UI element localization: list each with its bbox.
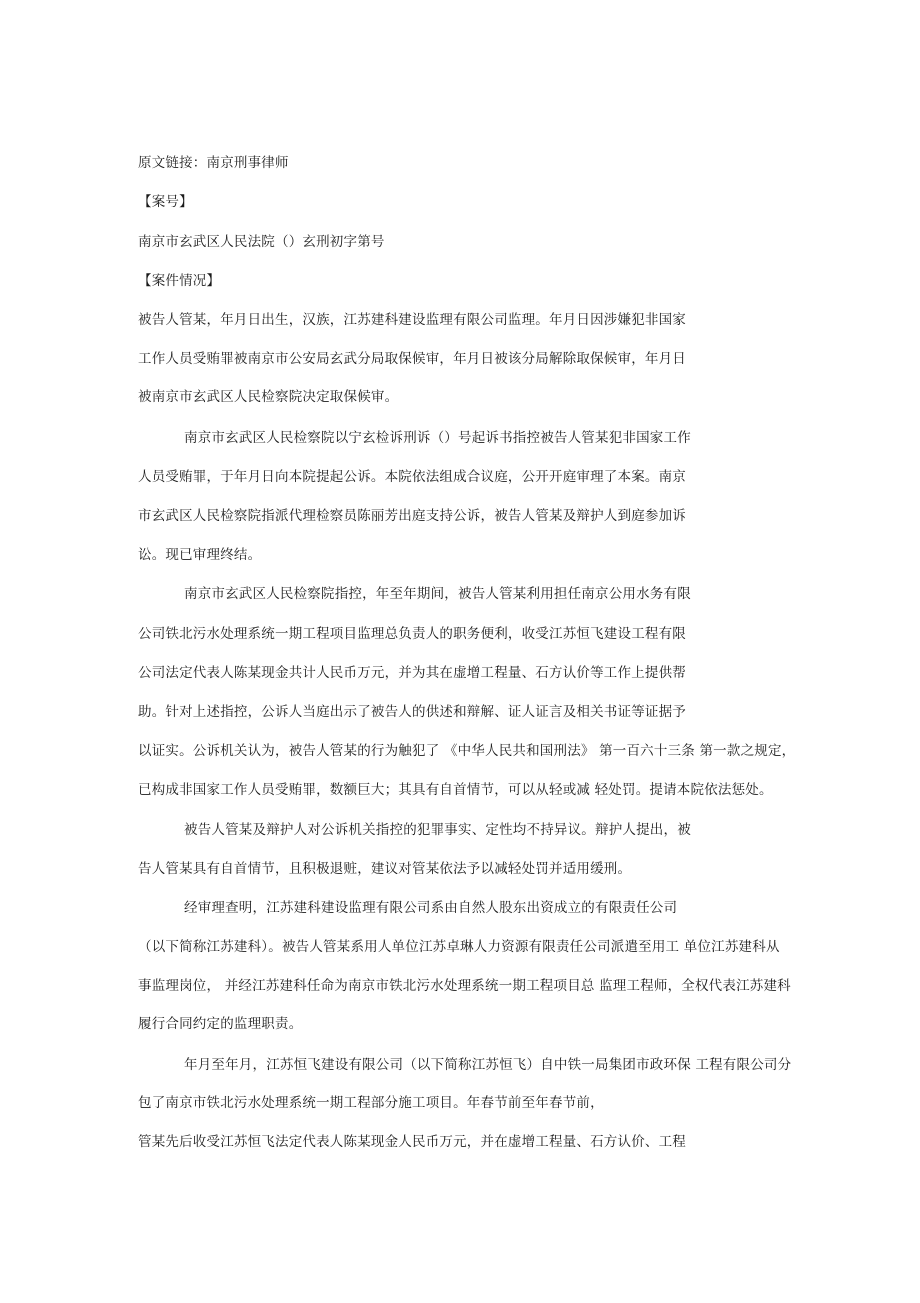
text-line: 事监理岗位， 并经江苏建科任命为南京市铁北污水处理系统一期工程项目总 监理工程师，全权代表江苏建科 bbox=[138, 978, 791, 994]
text-line: 年月至年月，江苏恒飞建设有限公司（以下简称江苏恒飞）自中铁一局集团市政环保 工程有限公司分 bbox=[184, 1057, 792, 1073]
text-line: 助。针对上述指控，公诉人当庭出示了被告人的供述和辩解、证人证言及相关书证等证据予 bbox=[138, 704, 686, 720]
text-line: 履行合同约定的监理职责。 bbox=[138, 1016, 303, 1032]
text-line: 公司法定代表人陈某现金共计人民币万元，并为其在虚增工程量、石方认价等工作上提供帮 bbox=[138, 665, 686, 681]
text-line: 人员受贿罪，于年月日向本院提起公诉。本院依法组成合议庭，公开开庭审理了本案。南京 bbox=[138, 469, 686, 485]
text-line: 工作人员受贿罪被南京市公安局玄武分局取保候审，年月日被该分局解除取保候审，年月日 bbox=[138, 351, 686, 367]
case-facts-heading: 【案件情况】 bbox=[138, 273, 221, 289]
text-line: （以下简称江苏建科）。被告人管某系用人单位江苏卓琳人力资源有限责任公司派遣至用工 单位江苏建科从 bbox=[138, 939, 780, 955]
source-link-line: 原文链接：南京刑事律师 bbox=[138, 155, 289, 171]
text-line: 经审理查明，江苏建科建设监理有限公司系由自然人股东出资成立的有限责任公司 bbox=[184, 900, 678, 916]
text-line: 公司铁北污水处理系统一期工程项目监理总负责人的职务便利，收受江苏恒飞建设工程有限 bbox=[138, 626, 686, 642]
text-line: 包了南京市铁北污水处理系统一期工程部分施工项目。年春节前至年春节前， bbox=[138, 1095, 604, 1111]
text-line: 以证实。公诉机关认为，被告人管某的行为触犯了 《中华人民共和国刑法》 第一百六十三条 第一款之规定， bbox=[138, 743, 796, 759]
text-line: 告人管某具有自首情节，且积极退赃，建议对管某依法予以减轻处罚并适用缓刑。 bbox=[138, 861, 632, 877]
text-line: 已构成非国家工作人员受贿罪，数额巨大；其具有自首情节，可以从轻或减 轻处罚。提请本院依法惩处。 bbox=[138, 782, 773, 798]
text-line: 被告人管某，年月日出生，汉族，江苏建科建设监理有限公司监理。年月日因涉嫌犯非国家 bbox=[138, 312, 686, 328]
text-line: 管某先后收受江苏恒飞法定代表人陈某现金人民币万元，并在虚增工程量、石方认价、工程 bbox=[138, 1134, 686, 1150]
case-number: 南京市玄武区人民法院（）玄刑初字第号 bbox=[138, 234, 385, 250]
case-number-heading: 【案号】 bbox=[138, 194, 193, 210]
text-line: 南京市玄武区人民检察院以宁玄检诉刑诉（）号起诉书指控被告人管某犯非国家工作 bbox=[184, 430, 691, 446]
text-line: 南京市玄武区人民检察院指控，年至年期间，被告人管某利用担任南京公用水务有限 bbox=[184, 586, 691, 602]
text-line: 被告人管某及辩护人对公诉机关指控的犯罪事实、定性均不持异议。辩护人提出，被 bbox=[184, 822, 691, 838]
text-line: 讼。现已审理终结。 bbox=[138, 547, 262, 563]
text-line: 被南京市玄武区人民检察院决定取保候审。 bbox=[138, 389, 399, 405]
text-line: 市玄武区人民检察院指派代理检察员陈丽芳出庭支持公诉，被告人管某及辩护人到庭参加诉 bbox=[138, 508, 686, 524]
